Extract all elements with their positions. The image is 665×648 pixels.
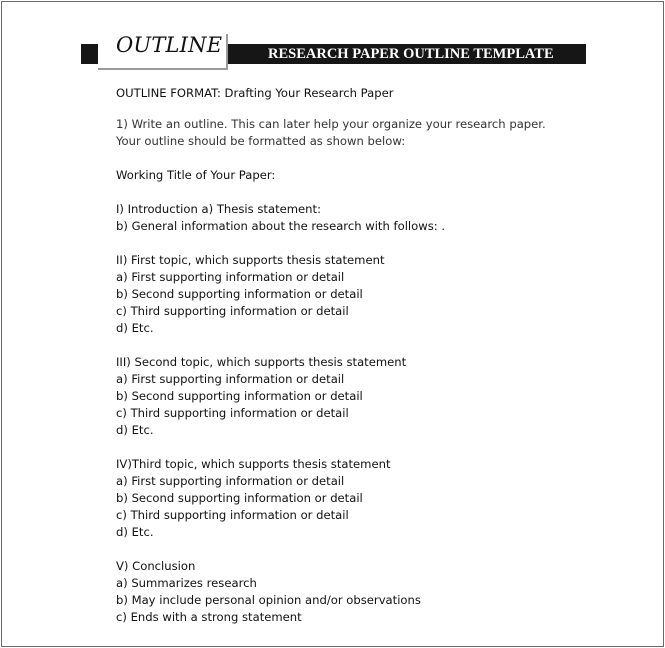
section-conclusion bbox=[116, 558, 616, 626]
section-introduction bbox=[116, 201, 616, 235]
section-first-topic bbox=[116, 252, 616, 337]
format-heading: OUTLINE FORMAT: Drafting Your Research Paper bbox=[116, 86, 394, 100]
outline-line: a) First supporting information or detail bbox=[116, 474, 345, 488]
outline-line: a) Summarizes research bbox=[116, 576, 257, 590]
outline-line: a) First supporting information or detail bbox=[116, 372, 345, 386]
outline-line: d) Etc. bbox=[116, 321, 154, 335]
outline-line: III) Second topic, which supports thesis statement bbox=[116, 355, 407, 369]
outline-line: I) Introduction a) Thesis statement: bbox=[116, 202, 321, 216]
outline-line: b) Second supporting information or detail bbox=[116, 287, 363, 301]
section-second-topic bbox=[116, 354, 616, 439]
document-body bbox=[116, 85, 616, 626]
outline-line: d) Etc. bbox=[116, 423, 154, 437]
outline-line: b) General information about the research with follows: . bbox=[116, 219, 446, 233]
header-title: RESEARCH PAPER OUTLINE TEMPLATE bbox=[268, 46, 554, 62]
outline-line: IV)Third topic, which supports thesis statement bbox=[116, 457, 391, 471]
intro-line-2: Your outline should be formatted as shown below: bbox=[116, 134, 406, 148]
intro-line-1: 1) Write an outline. This can later help your organize your research paper. bbox=[116, 117, 546, 131]
outline-line: c) Third supporting information or detail bbox=[116, 304, 349, 318]
outline-line: c) Third supporting information or detail bbox=[116, 406, 349, 420]
outline-line: b) May include personal opinion and/or observations bbox=[116, 593, 421, 607]
outline-line: c) Ends with a strong statement bbox=[116, 610, 302, 624]
outline-line: d) Etc. bbox=[116, 525, 154, 539]
outline-line: II) First topic, which supports thesis statement bbox=[116, 253, 385, 267]
section-third-topic bbox=[116, 456, 616, 541]
outline-label: OUTLINE bbox=[116, 33, 223, 57]
working-title: Working Title of Your Paper: bbox=[116, 168, 276, 182]
outline-line: V) Conclusion bbox=[116, 559, 196, 573]
outline-line: a) First supporting information or detail bbox=[116, 270, 345, 284]
outline-line: b) Second supporting information or detail bbox=[116, 389, 363, 403]
outline-line: c) Third supporting information or detail bbox=[116, 508, 349, 522]
outline-line: b) Second supporting information or detail bbox=[116, 491, 363, 505]
